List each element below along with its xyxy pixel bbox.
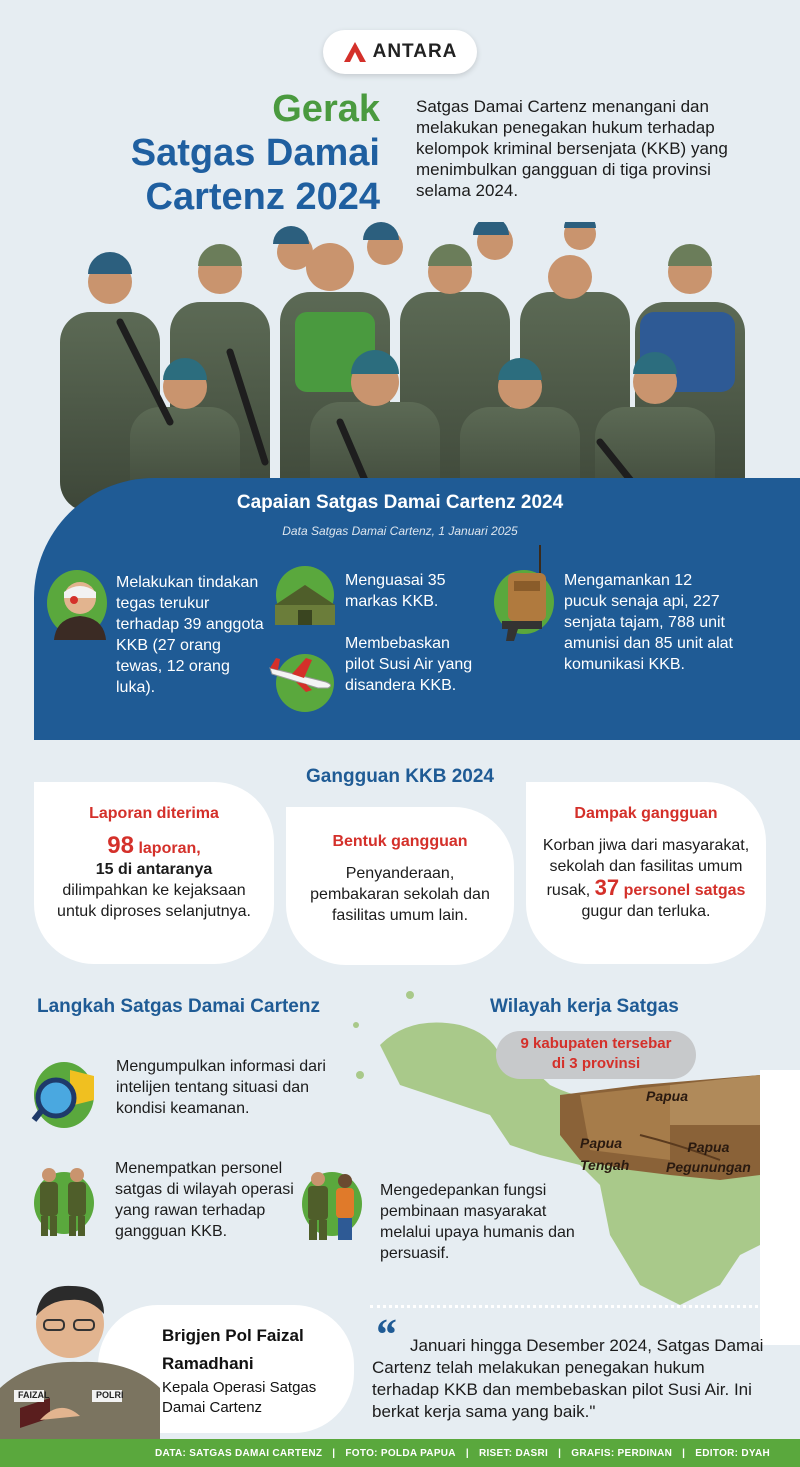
label-papua: Papua xyxy=(646,1088,689,1104)
card-reports-body xyxy=(44,832,264,922)
credit-separator: | xyxy=(558,1447,562,1459)
card-impact-head: Dampak gangguan xyxy=(574,805,718,822)
reports-detail: dilimpahkan ke kejaksaan untuk diproses selanjutnya. xyxy=(57,882,251,920)
region-badge-text xyxy=(496,1034,696,1074)
reports-number: 98 xyxy=(107,832,134,859)
airplane-icon xyxy=(266,654,336,694)
wounded-person-icon xyxy=(50,570,110,640)
impact-text-2: gugur dan terluka. xyxy=(581,903,711,920)
intelligence-icon xyxy=(30,1066,100,1126)
credit-separator: | xyxy=(332,1447,336,1459)
steps-title: Langkah Satgas Damai Cartenz xyxy=(37,996,320,1017)
achievement-2-text: Menguasai 35 markas KKB. xyxy=(345,572,446,610)
quote-text: Januari hingga Desember 2024, Satgas Damai Cartenz telah melakukan penegakan hukum terhadap KKB dan membebaskan pilot Susi Air. Ini berkat kerja sama yang baik." xyxy=(372,1336,764,1421)
card-impact-body xyxy=(530,835,762,922)
community-icon xyxy=(300,1170,364,1242)
credit-research: RISET: DASRI xyxy=(478,1447,549,1459)
region-title: Wilayah kerja Satgas xyxy=(490,996,679,1017)
antara-logo xyxy=(323,30,477,74)
credit-separator: | xyxy=(682,1447,686,1459)
credit-separator: | xyxy=(465,1447,469,1459)
credit-photo: FOTO: POLDA PAPUA xyxy=(345,1447,456,1459)
speaker-name xyxy=(162,1322,304,1378)
reports-number-suffix: laporan, xyxy=(138,840,201,857)
achievement-1-text: Melakukan tindakan tegas terukur terhadap 39 anggota KKB (27 orang tewas, 12 orang luka). xyxy=(116,574,264,696)
card-forms-body: Penyanderaan, pembakaran sekolah dan fasilitas umum lain. xyxy=(310,865,490,924)
speaker-name-line-1: Brigjen Pol Faizal xyxy=(162,1326,304,1345)
region-badge-line-2: di 3 provinsi xyxy=(551,1055,641,1072)
label-papua-tengah xyxy=(580,1132,629,1176)
impact-number-suffix: personel satgas xyxy=(623,882,746,899)
soldiers-icon xyxy=(32,1166,96,1240)
antara-logo-icon xyxy=(343,41,367,63)
polri-tag-text: POLRI xyxy=(96,1390,124,1400)
impact-number: 37 xyxy=(594,875,620,900)
speaker-name-line-2: Ramadhani xyxy=(162,1354,254,1373)
intro-text: Satgas Damai Cartenz menangani dan melakukan penegakan hukum terhadap kelompok kriminal bersenjata (KKB) yang menimbulkan gangguan di tiga provinsi selama 2024. xyxy=(416,97,728,200)
label-papua-tengah-2: Tengah xyxy=(580,1157,630,1173)
tent-icon xyxy=(270,580,340,630)
step-1-text: Mengumpulkan informasi dari intelijen tentang situasi dan kondisi keamanan. xyxy=(116,1058,326,1117)
radio-gun-icon xyxy=(494,545,554,645)
reports-subcount: 15 di antaranya xyxy=(95,861,213,878)
title-line-1: Gerak xyxy=(272,88,380,130)
step-2-text: Menempatkan personel satgas di wilayah operasi yang rawan terhadap gangguan KKB. xyxy=(115,1160,294,1240)
region-badge-line-1: 9 kabupaten tersebar xyxy=(520,1035,672,1052)
troops-photo xyxy=(40,222,760,512)
label-papua-pegunungan-1: Papua xyxy=(687,1139,730,1155)
speaker-portrait xyxy=(0,1278,170,1440)
logo-text: ANTARA xyxy=(372,41,458,62)
speaker-role: Kepala Operasi Satgas Damai Cartenz xyxy=(162,1379,317,1416)
quote-divider xyxy=(370,1305,770,1308)
title-line-2: Satgas Damai xyxy=(130,132,380,174)
quote-mark-icon: “ xyxy=(374,1310,396,1359)
label-papua-tengah-1: Papua xyxy=(580,1135,623,1151)
credit-graphic: GRAFIS: PERDINAN xyxy=(571,1447,673,1459)
achievement-4-text: Mengamankan 12 pucuk senaja api, 227 senjata tajam, 788 unit amunisi dan 85 unit alat komunikasi KKB. xyxy=(564,572,733,673)
achievement-3-text: Membebaskan pilot Susi Air yang disandera KKB. xyxy=(345,635,473,694)
credits-footer xyxy=(0,1439,800,1467)
card-reports-head: Laporan diterima xyxy=(89,805,219,822)
disturbance-title: Gangguan KKB 2024 xyxy=(306,766,494,787)
label-papua-pegunungan-2: Pegunungan xyxy=(666,1159,751,1175)
credit-editor: EDITOR: DYAH xyxy=(695,1447,770,1459)
credit-data: DATA: SATGAS DAMAI CARTENZ xyxy=(155,1447,323,1459)
nametag-text: FAIZAL xyxy=(18,1390,50,1400)
card-forms-head: Bentuk gangguan xyxy=(332,833,468,850)
label-papua-pegunungan xyxy=(666,1137,751,1177)
impact-text-1: Korban jiwa dari masyarakat, sekolah dan fasilitas umum rusak, xyxy=(542,837,750,899)
achievements-title: Capaian Satgas Damai Cartenz 2024 xyxy=(236,492,564,513)
title-line-3: Cartenz 2024 xyxy=(145,176,380,218)
achievements-source: Data Satgas Damai Cartenz, 1 Januari 2025 xyxy=(282,524,518,538)
step-3-text: Mengedepankan fungsi pembinaan masyarakat melalui upaya humanis dan persuasif. xyxy=(380,1182,575,1262)
